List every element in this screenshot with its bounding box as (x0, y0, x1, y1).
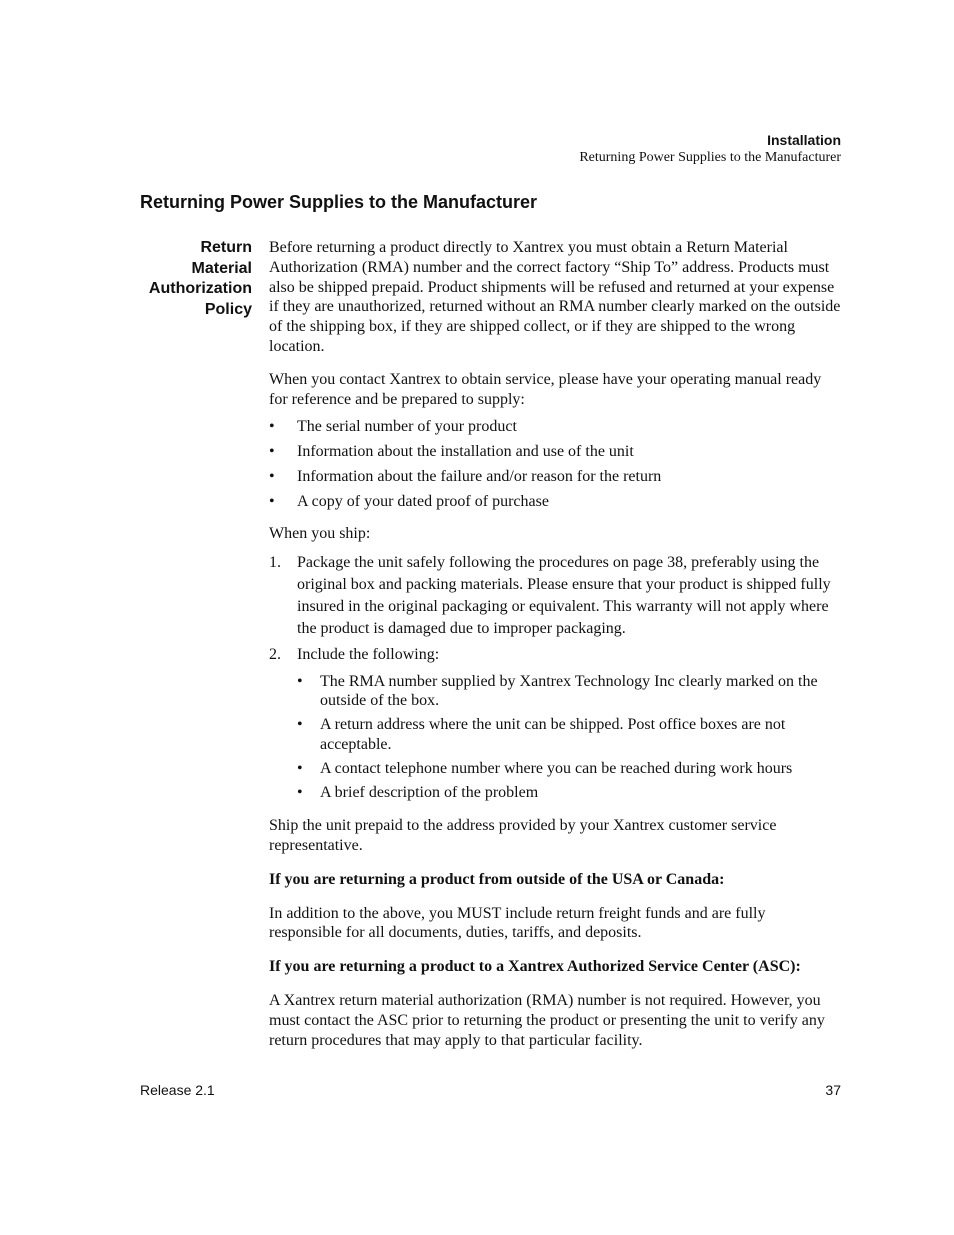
side-heading-line: Return (200, 239, 252, 256)
contact-paragraph: When you contact Xantrex to obtain service, please have your operating manual ready for reference and be prepared to supply: (269, 370, 822, 408)
list-item: • Information about the failure and/or reason for the return (269, 468, 662, 486)
footer-release: Release 2.1 (140, 1082, 215, 1098)
list-item: • A contact telephone number where you can be reached during work hours (297, 759, 793, 777)
supply-list (269, 417, 841, 512)
footer-page-number: 37 (825, 1082, 841, 1098)
list-item: • A copy of your dated proof of purchase (269, 493, 549, 511)
asc-paragraph: A Xantrex return material authorization (RMA) number is not required. However, you must contact the ASC prior to returning the product or presenting the unit to verify any return procedures that may apply to that particular facility. (269, 991, 825, 1049)
intro-paragraph: Before returning a product directly to Xantrex you must obtain a Return Material Authorization (RMA) number and the correct factory “Ship To” address. Products must also be shipped prepaid. Product shipments will be refused and returned at your expense if they are unauthorized, returned without an RMA number clearly marked on the outside of the shipping box, if they are shipped collect, or if they are shipped to the wrong location. (269, 239, 841, 355)
side-heading-line: Policy (204, 300, 252, 318)
list-item: • A return address where the unit can be shipped. Post office boxes are not acceptable. (297, 716, 786, 753)
step-number: 2. (269, 645, 281, 663)
side-heading (130, 238, 252, 320)
bullet-icon: • (297, 759, 303, 777)
bullet-icon: • (269, 493, 275, 511)
bullet-icon: • (269, 468, 275, 486)
bullet-icon: • (297, 716, 303, 734)
body-text (269, 238, 841, 1050)
side-heading-line: Material (191, 259, 252, 277)
header-section: Returning Power Supplies to the Manufacturer (579, 150, 841, 165)
bullet-icon: • (297, 783, 303, 801)
step-item: 1. Package the unit safely following the procedures on page 38, preferably using the original box and packing materials. Please ensure that your product is shipped fully insured in the original packaging or equivalent. This warranty will not apply where the product is damaged due to improper packaging. (269, 553, 831, 637)
include-list (297, 672, 841, 802)
bullet-icon: • (269, 418, 275, 436)
ship-intro: When you ship: (269, 525, 371, 543)
list-item: • The RMA number supplied by Xantrex Technology Inc clearly marked on the outside of the box. (297, 672, 818, 710)
list-item: • Information about the installation and use of the unit (269, 443, 634, 461)
outside-paragraph: In addition to the above, you MUST include return freight funds and are fully responsible for all documents, duties, tariffs, and deposits. (269, 904, 766, 942)
section-heading: Returning Power Supplies to the Manufacturer (140, 192, 538, 212)
header-chapter: Installation (767, 132, 841, 148)
bullet-icon: • (297, 672, 303, 690)
step-item: 2. Include the following: • The RMA number supplied by Xantrex Technology Inc clearly marked on the outside of the box. • A return address where the unit can be shipped. Post office boxes are not acceptable. • A contact telephone number where you can be reached during work hours • A brief description of the problem (269, 644, 841, 802)
list-item: • A brief description of the problem (297, 783, 539, 801)
running-header (579, 131, 841, 167)
outside-heading: If you are returning a product from outside of the USA or Canada: (269, 870, 725, 888)
side-heading-line: Authorization (148, 280, 252, 297)
bullet-icon: • (269, 443, 275, 461)
ship-steps (269, 552, 841, 802)
ship-prepaid-paragraph: Ship the unit prepaid to the address provided by your Xantrex customer service representative. (269, 817, 777, 854)
list-item: • The serial number of your product (269, 418, 517, 436)
step-number: 1. (269, 553, 281, 571)
asc-heading: If you are returning a product to a Xantrex Authorized Service Center (ASC): (269, 958, 801, 976)
